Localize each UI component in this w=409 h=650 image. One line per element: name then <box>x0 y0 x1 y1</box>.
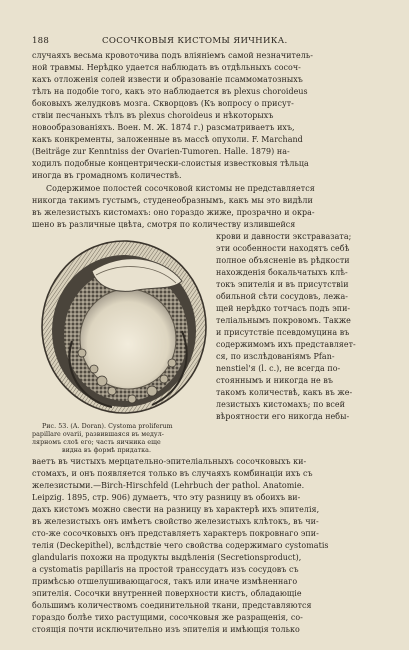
text-line: телія (Deckepithel), вслѣдствіе чего свойства содержимаго cystomatis <box>32 540 329 550</box>
text-line: въ железистыхъ кистомахъ: оно гораздо жиже, прозрачно и окра- <box>32 207 315 217</box>
text-line: боковыхъ желудковъ мозга. Скворцовъ (Къ вопросу о присут- <box>32 99 294 109</box>
text-line: nenstiel'я (l. c.), не всегда по- <box>216 364 341 374</box>
text-line: токъ эпителія и въ присутствіи <box>216 279 349 289</box>
text-line: содержимомъ ихъ представляет- <box>216 340 356 350</box>
text-line: въ железистыхъ онъ имѣетъ свойство железистыхъ клѣтокъ, въ чи- <box>32 516 319 526</box>
text-line: Leipzig. 1895, стр. 906) думаетъ, что эту разницу въ обоихъ ви- <box>32 492 301 502</box>
text-line: стоящія почти исключительно изъ эпителія и имѣющія только <box>32 625 300 635</box>
text-line: стояннымъ и никогда не въ <box>216 376 333 386</box>
text-line: сто-же сосочковыхъ онъ представляетъ характеръ покровнаго эпи- <box>32 528 319 538</box>
figure <box>32 231 208 456</box>
text-line: ся, по изслѣдованіямъ Pfan- <box>216 352 335 362</box>
text-line: примѣсью отшелушивающагося, такъ или иначе измѣненнаго <box>32 576 298 586</box>
text-line: полное объясненіе въ рѣдкости <box>216 255 350 265</box>
text-line: ной травмы. Нерѣдко удается наблюдать въ отдѣльныхъ сосоч- <box>32 63 301 73</box>
text-line: лезистыхъ кистомахъ; по всей <box>216 400 345 410</box>
figure-row <box>32 231 383 456</box>
side-text-block <box>216 231 383 424</box>
text-line: случаяхъ весьма кровоточива подъ вліяніемъ самой незначитель- <box>32 51 313 60</box>
text-line: ходилъ подобные концентрически-слоистыя известковыя тѣльца <box>32 159 309 169</box>
text-line: эпителія. Сосочки внутренней поверхности кистъ, обладающіе <box>32 589 302 599</box>
text-line: такомъ количествѣ, какъ въ же- <box>216 388 353 398</box>
text-line: тѣлъ на подобіе того, какъ это наблюдается въ plexus choroideus <box>32 87 308 97</box>
text-line: стомахъ, и онъ появляется только въ случаяхъ комбинаціи ихъ съ <box>32 468 313 478</box>
text-line: а cystomatis papillaris на простой транссудатъ изъ сосудовъ съ <box>32 564 299 574</box>
running-title: СОСОЧКОВЫЯ КИСТОМЫ ЯИЧНИКА. <box>102 36 288 46</box>
text-line: новообразованіяхъ. Воен. М. Ж. 1874 г.) разсматриваетъ ихъ, <box>32 123 295 133</box>
text-line: glandularis похожи на продукты выдѣленія (Secretionsproduct), <box>32 552 302 562</box>
text-line: иногда въ громадномъ количествѣ. <box>32 171 182 181</box>
text-line: какъ конкременты, заложенные въ массѣ опухоли. F. Marchand <box>32 135 303 145</box>
text-line: нахожденія бокальчатыхъ клѣ- <box>216 267 348 277</box>
text-line: эти особенности находятъ себѣ <box>216 243 350 253</box>
page-header <box>32 36 383 46</box>
figure-caption <box>32 423 208 456</box>
text-line: теліальнымъ покровомъ. Также <box>216 316 351 326</box>
caption-line: papillare ovarii, развившаяся въ медул- <box>32 430 164 438</box>
cyst-illustration <box>32 231 208 421</box>
text-line: гораздо болѣе тихо растущими, сосочковыя же разращенія, со- <box>32 613 303 623</box>
caption-line: лярномъ слоѣ его; часть яичника еще <box>32 439 161 447</box>
paragraph-start: Содержимое полостей сосочковой кистомы не представляется <box>46 183 315 193</box>
text-line: кахъ отложенія солей извести и образованіе псаммоматозныхъ <box>32 75 303 85</box>
text-line: дахъ кистомъ можно свести на разницу въ характерѣ ихъ эпителія, <box>32 504 320 514</box>
page-number: 188 <box>32 36 50 46</box>
caption-line: Рис. 53. (A. Doran). Cystoma proliferum <box>42 422 173 430</box>
text-line: ваетъ въ чистыхъ мерцательно-эпителіальныхъ сосочковыхъ ки- <box>32 456 307 466</box>
caption-line: видна въ формѣ придатка. <box>62 447 152 455</box>
text-line: и присутствіе псевдомуцина въ <box>216 328 350 338</box>
text-line: щей нерѣдко тотчасъ подъ эпи- <box>216 303 351 313</box>
text-line: большимъ количествомъ соединительной ткани, представляются <box>32 601 312 611</box>
text-line: (Beiträge zur Kenntniss der Ovarien-Tumoren. Halle. 1879) на- <box>32 147 290 157</box>
text-line: ствіи песчаныхъ тѣлъ въ plexus choroideus и нѣкоторыхъ <box>32 111 274 121</box>
bottom-text-block <box>32 456 383 637</box>
text-line: обильной сѣти сосудовъ, лежа- <box>216 291 349 301</box>
text-line: крови и давности экстравазата; <box>216 231 352 241</box>
top-text-block <box>32 50 383 231</box>
text-line: никогда такимъ густымъ, студенеобразнымъ, какъ мы это видѣли <box>32 195 313 205</box>
text-line: железистыми.—Birch-Hirschfeld (Lehrbuch der pathol. Anatomie. <box>32 480 305 490</box>
text-line: вѣроятности его никогда небы- <box>216 412 350 422</box>
text-line: шено въ различные цвѣта, смотря по количеству излившейся <box>32 219 296 229</box>
